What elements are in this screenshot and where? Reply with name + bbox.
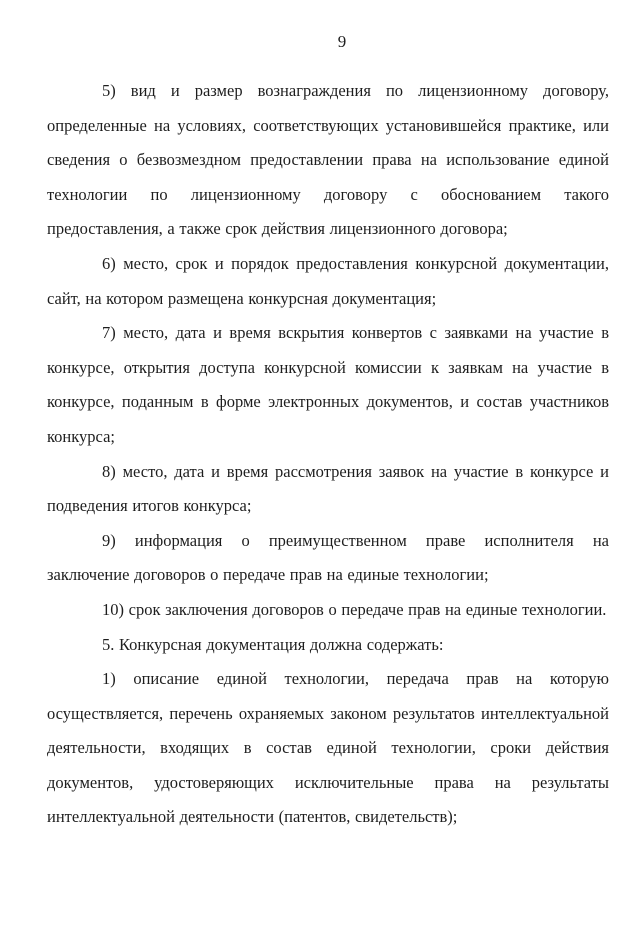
page-number: 9 [337, 32, 347, 51]
list-item-1: 1) описание единой технологии, передача прав на которую осуществляется, перечень охраняемых законом результатов интеллектуальной деятельности, входящих в состав единой технологии, сроки действия документов, удостоверяющих исключительные права на результаты интеллектуальной деятельности (патентов, свидетельств); [47, 669, 609, 827]
list-item-6: 6) место, срок и порядок предоставления конкурсной документации, сайт, на котором размещена конкурсная документация; [47, 253, 609, 308]
section-heading-5: 5. Конкурсная документация должна содержать: [102, 634, 444, 654]
list-item-7: 7) место, дата и время вскрытия конвертов с заявками на участие в конкурсе, открытия доступа конкурсной комиссии к заявкам на участие в конкурсе, поданным в форме электронных документов, и состав участников конкурса; [47, 323, 609, 446]
list-item-10: 10) срок заключения договоров о передаче прав на единые технологии. [102, 599, 607, 619]
document-page [0, 32, 640, 932]
list-item-9: 9) информация о преимущественном праве исполнителя на заключение договоров о передаче прав на единые технологии; [47, 530, 609, 585]
list-item-8: 8) место, дата и время рассмотрения заявок на участие в конкурсе и подведения итогов конкурса; [47, 461, 609, 516]
document-body [47, 74, 609, 835]
list-item-5: 5) вид и размер вознаграждения по лицензионному договору, определенные на условиях, соответствующих установившейся практике, или сведения о безвозмездном предоставлении права на использование единой технологии по лицензионному договору с обоснованием такого предоставления, а также срок действия лицензионного договора; [47, 81, 609, 239]
